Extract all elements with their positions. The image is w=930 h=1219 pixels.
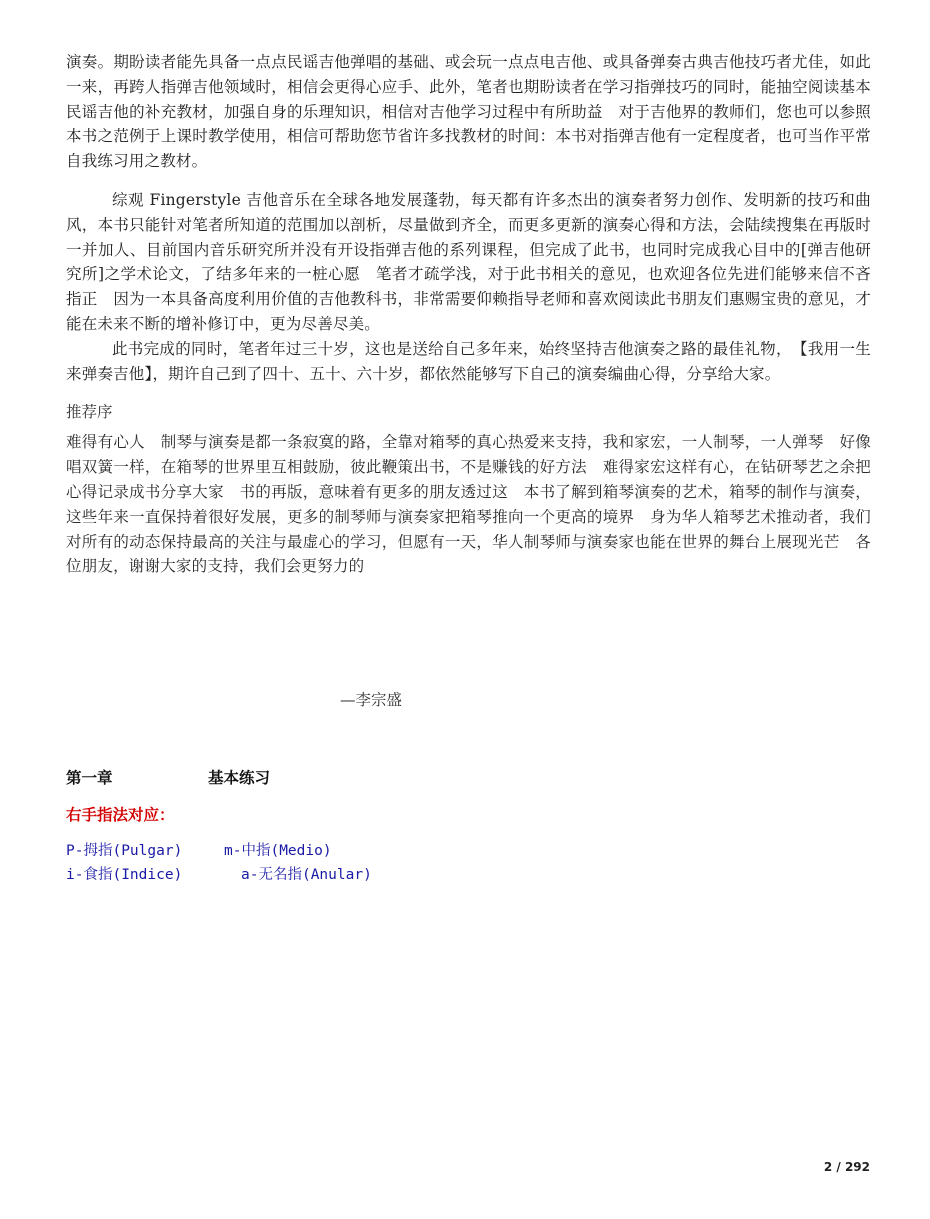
body-paragraph-2: 综观 Fingerstyle 吉他音乐在全球各地发展蓬勃，每天都有许多杰出的演奏者努力创作、发明新的技巧和曲风，本书只能针对笔者所知道的范围加以剖析，尽量做到齐全，而更多更新的演奏心得和方法，会陆续搜集在再版时一并加人、目前国内音乐研究所并没有开设指弹吉他的系列课程，但完成了此书，也同时完成我心目中的[弹吉他研究所]之学术论文，了结多年来的一桩心愿 笔者才疏学浅，对于此书相关的意见，也欢迎各位先进们能够来信不吝指正 因为一本具备高度利用价值的吉他教科书，非常需要仰赖指导老师和喜欢阅读此书朋友们惠赐宝贵的意见，才能在未来不断的增补修订中，更为尽善尽美。 bbox=[66, 190, 871, 333]
finger-middle: m-中指(Medio) bbox=[224, 843, 332, 859]
preface-heading: 推荐序 bbox=[66, 403, 113, 422]
preface-signature: —李宗盛 bbox=[340, 691, 403, 709]
body-paragraph-1: 演奏。期盼读者能先具备一点点民谣吉他弹唱的基础、或会玩一点点电吉他、或具备弹奏古典吉他技巧者尤佳，如此一来，再跨人指弹吉他领域时，相信会更得心应手、此外，笔者也期盼读者在学习指弹技巧的同时，能抽空阅读基本民谣吉他的补充教材，加强自身的乐理知识，相信对吉他学习过程中有所助益 对于吉他界的教师们，您也可以参照本书之范例于上课时教学使用，相信可帮助您节省许多找教材的时间：本书对指弹吉他有一定程度者，也可当作平常自我练习用之教材。 bbox=[66, 53, 871, 171]
chapter-heading bbox=[66, 766, 270, 788]
body-paragraph-3: 此书完成的同时，笔者年过三十岁，这也是送给自己多年来，始终坚持吉他演奏之路的最佳礼物， 【我用一生来弹奏吉他】，期许自己到了四十、五十、六十岁，都依然能够写下自己的演奏编曲心得，分享给大家。 bbox=[66, 339, 871, 383]
finger-legend bbox=[66, 839, 372, 887]
finger-legend-row bbox=[66, 839, 372, 863]
finger-index: i-食指(Indice) bbox=[66, 867, 183, 883]
preface-text: 难得有心人 制琴与演奏是都一条寂寞的路，全靠对箱琴的真心热爱来支持，我和家宏，一人制琴，一人弹琴 好像唱双簧一样，在箱琴的世界里互相鼓励，彼此鞭策出书，不是赚钱的好方法 难得家宏这样有心，在钻研琴艺之余把心得记录成书分享大家 书的再版，意味着有更多的朋友透过这 本书了解到箱琴演奏的艺术，箱琴的制作与演奏，这些年来一直保持着很好发展，更多的制琴师与演奏家把箱琴推向一个更高的境界 身为华人箱琴艺术推动者，我们对所有的动态保持最高的关注与最虚心的学习，但愿有一天，华人制琴师与演奏家也能在世界的舞台上展现光芒 各位朋友，谢谢大家的支持，我们会更努力的 bbox=[66, 433, 871, 576]
chapter-number: 第一章 bbox=[66, 769, 113, 787]
right-hand-fingering-title: 右手指法对应： bbox=[66, 806, 175, 824]
document-page bbox=[66, 50, 871, 579]
finger-legend-row bbox=[66, 863, 372, 887]
chapter-title: 基本练习 bbox=[208, 769, 271, 787]
finger-thumb: P-拇指(Pulgar) bbox=[66, 843, 183, 859]
page-number: 2 / 292 bbox=[823, 1160, 870, 1174]
finger-ring: a-无名指(Anular) bbox=[241, 867, 372, 883]
